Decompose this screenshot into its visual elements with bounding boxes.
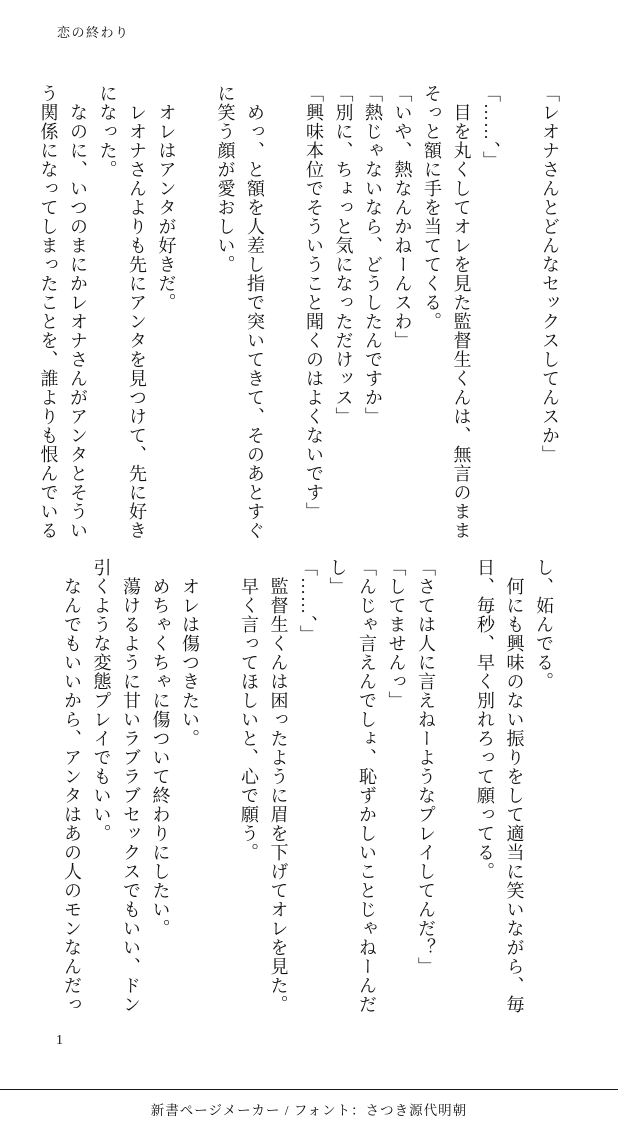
text-line: 何にも興味のない振りをして適当に笑いながら、毎: [504, 577, 525, 1014]
text-line: 蕩けるように甘いラブラブセックスでもいい、ドン: [121, 577, 141, 1014]
text-line: なのに、いつのまにかレオナさんがアンタとそうい: [68, 103, 88, 540]
text-line: 「熱じゃないなら、どうしたんですか」: [363, 84, 383, 426]
text-line: めっ、と額を人差し指で突いてきて、そのあとすぐ: [245, 103, 265, 540]
empty-line: [505, 84, 535, 542]
text-line: う関係になってしまったことを、誰よりも恨んでいる: [38, 84, 59, 540]
text-line: 早く言ってほしいと、心で願う。: [239, 577, 259, 862]
text-line: 目を丸くしてオレを見た監督生くんは、無言のまま: [451, 103, 472, 540]
empty-line: [269, 84, 299, 542]
text-line: 「別に、ちょっと気になっただけッス」: [333, 84, 354, 426]
text-line: 「……、」: [298, 558, 318, 644]
footer-divider: [0, 1089, 618, 1090]
text-block-upper: [33, 84, 564, 542]
text-line: 「してませんっ」: [386, 558, 407, 710]
empty-line: [204, 558, 234, 1016]
text-line: めちゃくちゃに傷ついて終わりにしたい。: [150, 577, 171, 938]
text-line: 「興味本位でそういうこと聞くのはよくないです」: [304, 84, 324, 521]
text-line: 日、毎秒、早く別れろって願ってる。: [475, 558, 495, 881]
text-line: 「さては人に言えねーようなプレイしてんだ？」: [416, 558, 436, 976]
text-block-lower: [57, 558, 559, 1016]
text-line: になった。: [97, 84, 118, 179]
page-number: 1: [56, 1033, 63, 1048]
text-line: 「レオナさんとどんなセックスしてんスか」: [540, 84, 560, 464]
text-line: 「……、」: [481, 84, 501, 170]
page-title: 恋の終わり: [57, 25, 130, 40]
text-line: し」: [327, 558, 348, 596]
text-line: オレはアンタが好きだ。: [156, 103, 177, 312]
text-line: なんでもいいから、アンタはあの人のモンなんだっ: [62, 577, 82, 1014]
text-line: し、妬んでる。: [534, 558, 554, 691]
empty-line: [440, 558, 470, 1016]
text-line: 「んじゃ言えんでしょ、恥ずかしいことじゃねーんだ: [357, 558, 377, 1014]
text-line: オレは傷つきたい。: [180, 577, 200, 748]
empty-line: [181, 84, 211, 542]
text-line: 引くような変態プレイでもいい。: [91, 558, 112, 843]
text-line: レオナさんよりも先にアンタを見つけて、先に好き: [127, 103, 147, 540]
text-line: そっと額に手を当ててくる。: [422, 84, 442, 331]
text-line: に笑う顔が愛おしい。: [215, 84, 236, 274]
text-line: 監督生くんは困ったように眉を下げてオレを見た。: [268, 577, 289, 1014]
footer-text: 新書ページメーカー / フォント：さつき源代明朝: [150, 1103, 468, 1118]
text-line: 「いや、熱なんかねーんスわ」: [392, 84, 413, 350]
